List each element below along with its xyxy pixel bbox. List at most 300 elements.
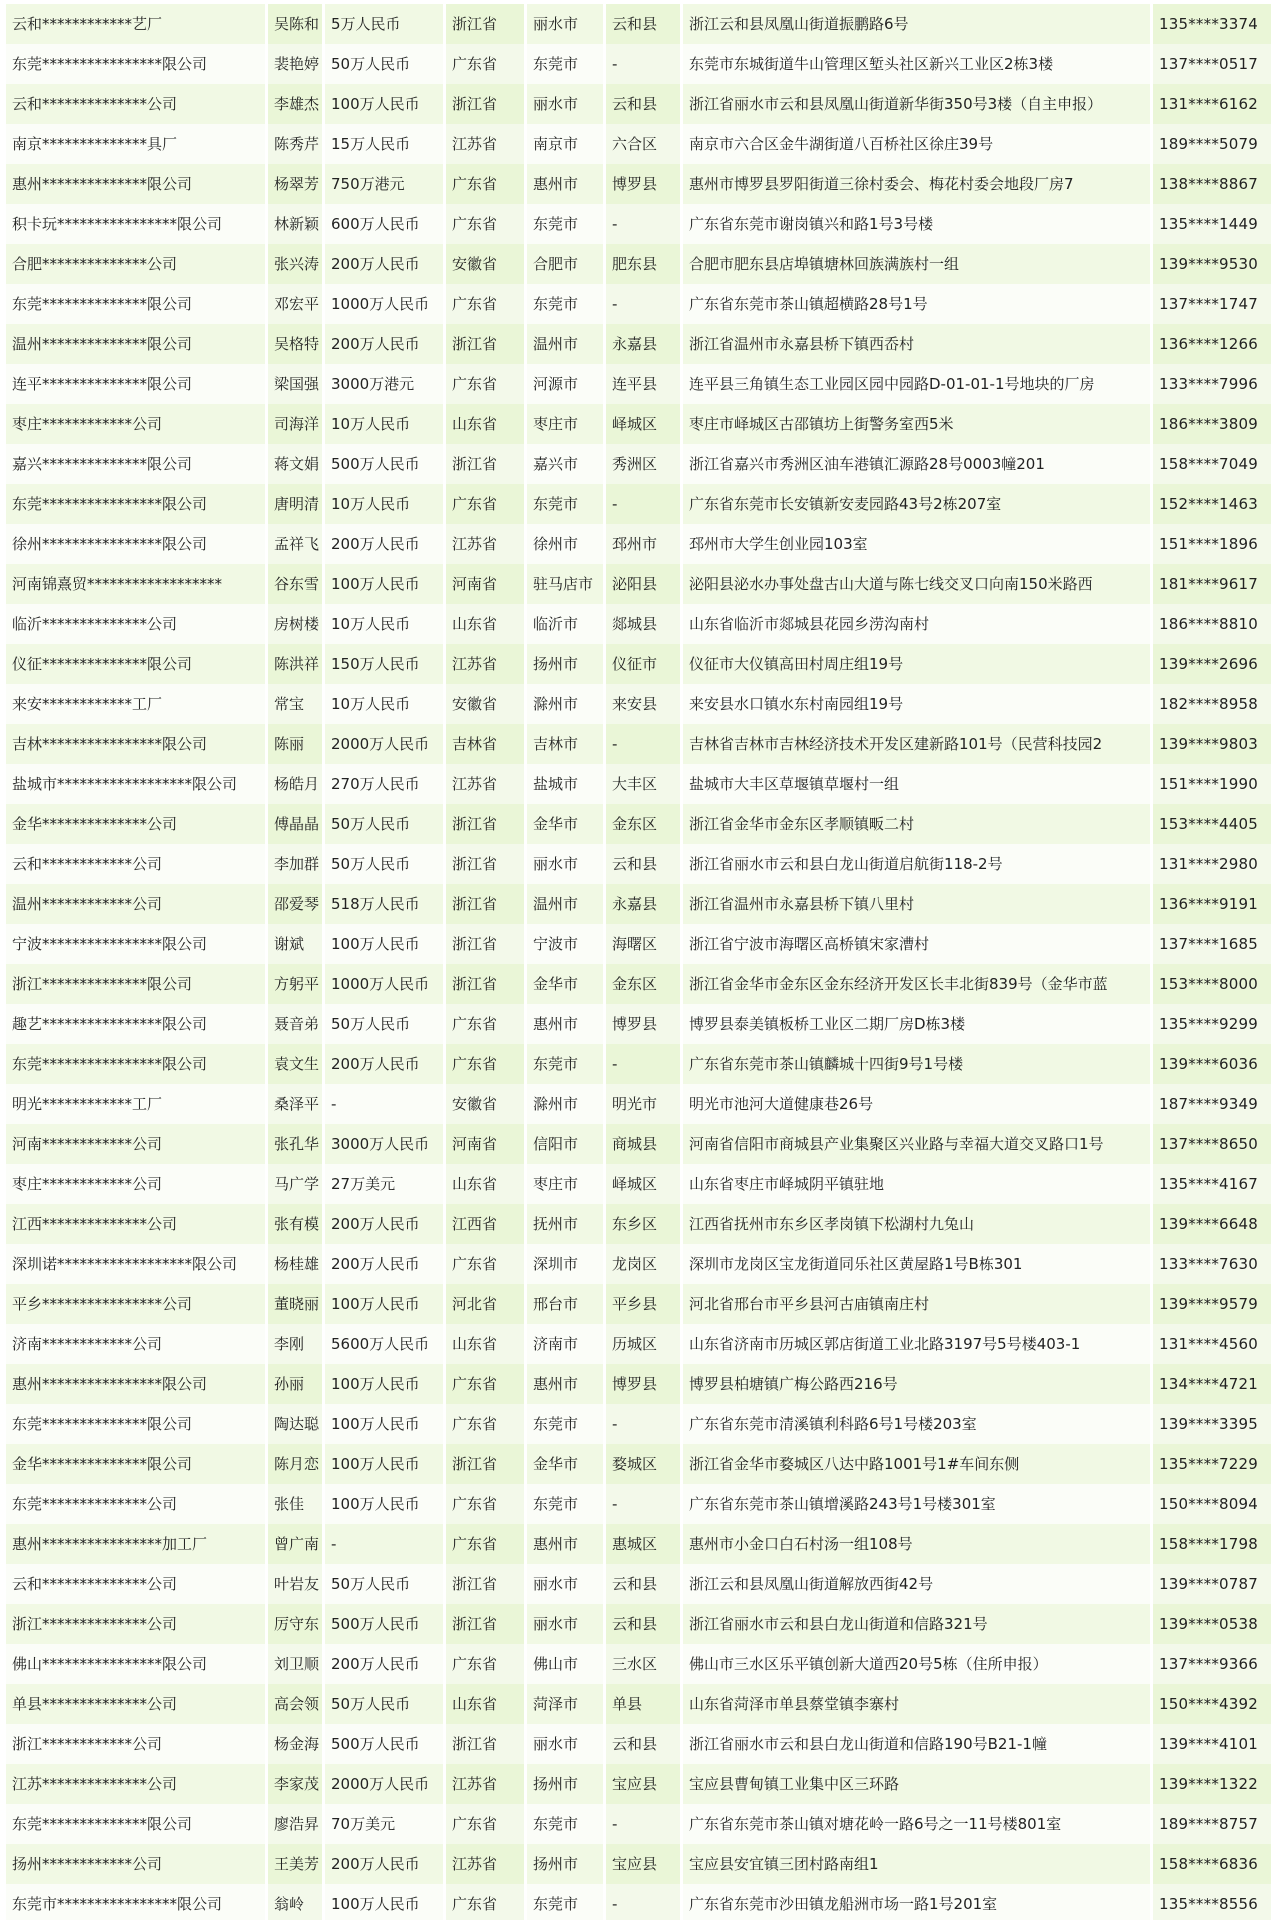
city-cell: 菏泽市 [527,1684,603,1724]
phone-cell: 158****6836 [1153,1844,1271,1884]
district-cell: 来安县 [606,684,680,724]
province-cell: 山东省 [446,1164,524,1204]
province-cell: 山东省 [446,404,524,444]
province-cell: 广东省 [446,1004,524,1044]
phone-cell: 139****4101 [1153,1724,1271,1764]
address-cell: 惠州市小金口白石村汤一组108号 [683,1524,1150,1564]
registered-capital-cell: 10万人民币 [325,404,443,444]
phone-cell: 139****1322 [1153,1764,1271,1804]
table-row [6,1084,1271,1124]
address-cell: 宝应县安宜镇三团村路南组1 [683,1844,1150,1884]
city-cell: 嘉兴市 [527,444,603,484]
legal-person-cell: 林新颖 [268,204,322,244]
phone-cell: 131****2980 [1153,844,1271,884]
province-cell: 广东省 [446,1884,524,1920]
phone-cell: 153****8000 [1153,964,1271,1004]
address-cell: 枣庄市峄城区古邵镇坊上街警务室西5米 [683,404,1150,444]
city-cell: 东莞市 [527,484,603,524]
district-cell: 大丰区 [606,764,680,804]
table-row [6,204,1271,244]
province-cell: 江苏省 [446,124,524,164]
province-cell: 浙江省 [446,884,524,924]
legal-person-cell: 翁岭 [268,1884,322,1920]
district-cell: 龙岗区 [606,1244,680,1284]
legal-person-cell: 杨皓月 [268,764,322,804]
city-cell: 温州市 [527,884,603,924]
table-row [6,484,1271,524]
legal-person-cell: 高会领 [268,1684,322,1724]
province-cell: 浙江省 [446,964,524,1004]
table-row [6,1804,1271,1844]
registered-capital-cell: 200万人民币 [325,1644,443,1684]
phone-cell: 135****7229 [1153,1444,1271,1484]
table-row [6,4,1271,44]
district-cell: - [606,1404,680,1444]
registered-capital-cell: 10万人民币 [325,684,443,724]
phone-cell: 137****0517 [1153,44,1271,84]
address-cell: 浙江省丽水市云和县白龙山街道和信路190号B21-1幢 [683,1724,1150,1764]
address-cell: 浙江省金华市金东区金东经济开发区长丰北街839号（金华市蓝 [683,964,1150,1004]
phone-cell: 187****9349 [1153,1084,1271,1124]
address-cell: 浙江省温州市永嘉县桥下镇西岙村 [683,324,1150,364]
province-cell: 江苏省 [446,1764,524,1804]
legal-person-cell: 袁文生 [268,1044,322,1084]
table-row [6,1764,1271,1804]
company-name-cell: 平乡****************公司 [6,1284,265,1324]
city-cell: 东莞市 [527,1484,603,1524]
company-name-cell: 吉林****************限公司 [6,724,265,764]
company-name-cell: 金华**************限公司 [6,1444,265,1484]
company-name-cell: 浙江************公司 [6,1724,265,1764]
city-cell: 济南市 [527,1324,603,1364]
phone-cell: 135****3374 [1153,4,1271,44]
city-cell: 丽水市 [527,844,603,884]
legal-person-cell: 邓宏平 [268,284,322,324]
registered-capital-cell: 50万人民币 [325,1684,443,1724]
district-cell: 云和县 [606,1564,680,1604]
phone-cell: 135****1449 [1153,204,1271,244]
company-name-cell: 东莞市****************限公司 [6,1884,265,1920]
address-cell: 浙江云和县凤凰山街道解放西街42号 [683,1564,1150,1604]
company-name-cell: 江苏**************公司 [6,1764,265,1804]
province-cell: 河南省 [446,1124,524,1164]
district-cell: 云和县 [606,1604,680,1644]
province-cell: 河南省 [446,564,524,604]
company-name-cell: 河南锦熹贸****************** [6,564,265,604]
address-cell: 佛山市三水区乐平镇创新大道西20号5栋（住所申报） [683,1644,1150,1684]
city-cell: 惠州市 [527,164,603,204]
registered-capital-cell: 270万人民币 [325,764,443,804]
address-cell: 连平县三角镇生态工业园区园中园路D-01-01-1号地块的厂房 [683,364,1150,404]
city-cell: 丽水市 [527,4,603,44]
district-cell: 商城县 [606,1124,680,1164]
province-cell: 安徽省 [446,244,524,284]
address-cell: 邳州市大学生创业园103室 [683,524,1150,564]
legal-person-cell: 李刚 [268,1324,322,1364]
legal-person-cell: 方躬平 [268,964,322,1004]
city-cell: 东莞市 [527,1884,603,1920]
province-cell: 河北省 [446,1284,524,1324]
table-row [6,1884,1271,1920]
company-name-cell: 云和**************公司 [6,1564,265,1604]
registered-capital-cell: 518万人民币 [325,884,443,924]
company-name-cell: 徐州****************限公司 [6,524,265,564]
legal-person-cell: 张有模 [268,1204,322,1244]
province-cell: 广东省 [446,44,524,84]
table-row [6,1604,1271,1644]
legal-person-cell: 厉守东 [268,1604,322,1644]
table-row [6,764,1271,804]
phone-cell: 153****4405 [1153,804,1271,844]
city-cell: 驻马店市 [527,564,603,604]
district-cell: 金东区 [606,964,680,1004]
company-name-cell: 明光************工厂 [6,1084,265,1124]
province-cell: 广东省 [446,1644,524,1684]
table-row [6,364,1271,404]
address-cell: 广东省东莞市茶山镇增溪路243号1号楼301室 [683,1484,1150,1524]
table-row [6,524,1271,564]
phone-cell: 131****6162 [1153,84,1271,124]
table-row [6,244,1271,284]
legal-person-cell: 吴格特 [268,324,322,364]
province-cell: 浙江省 [446,1724,524,1764]
table-row [6,684,1271,724]
district-cell: - [606,1884,680,1920]
legal-person-cell: 杨翠芳 [268,164,322,204]
legal-person-cell: 张佳 [268,1484,322,1524]
address-cell: 广东省东莞市茶山镇超横路28号1号 [683,284,1150,324]
province-cell: 浙江省 [446,844,524,884]
phone-cell: 131****4560 [1153,1324,1271,1364]
registered-capital-cell: 50万人民币 [325,1564,443,1604]
district-cell: 秀洲区 [606,444,680,484]
legal-person-cell: 聂音弟 [268,1004,322,1044]
district-cell: 永嘉县 [606,884,680,924]
legal-person-cell: 陶达聪 [268,1404,322,1444]
phone-cell: 137****1747 [1153,284,1271,324]
table-row [6,1284,1271,1324]
table-row [6,1684,1271,1724]
registered-capital-cell: 3000万人民币 [325,1124,443,1164]
province-cell: 江苏省 [446,764,524,804]
address-cell: 广东省东莞市沙田镇龙船洲市场一路1号201室 [683,1884,1150,1920]
district-cell: - [606,284,680,324]
phone-cell: 137****1685 [1153,924,1271,964]
district-cell: - [606,1804,680,1844]
phone-cell: 158****7049 [1153,444,1271,484]
district-cell: 峄城区 [606,404,680,444]
province-cell: 江西省 [446,1204,524,1244]
table-row [6,1324,1271,1364]
district-cell: 连平县 [606,364,680,404]
address-cell: 合肥市肥东县店埠镇塘林回族满族村一组 [683,244,1150,284]
company-name-cell: 东莞**************限公司 [6,284,265,324]
phone-cell: 136****1266 [1153,324,1271,364]
registered-capital-cell: 10万人民币 [325,604,443,644]
legal-person-cell: 傅晶晶 [268,804,322,844]
province-cell: 广东省 [446,1524,524,1564]
company-name-cell: 趣艺****************限公司 [6,1004,265,1044]
phone-cell: 135****4167 [1153,1164,1271,1204]
table-row [6,284,1271,324]
city-cell: 惠州市 [527,1524,603,1564]
table-row [6,884,1271,924]
company-name-cell: 江西**************公司 [6,1204,265,1244]
city-cell: 盐城市 [527,764,603,804]
district-cell: - [606,44,680,84]
registered-capital-cell: 100万人民币 [325,1444,443,1484]
city-cell: 东莞市 [527,1044,603,1084]
table-row [6,1244,1271,1284]
city-cell: 吉林市 [527,724,603,764]
district-cell: 海曙区 [606,924,680,964]
registered-capital-cell: 100万人民币 [325,564,443,604]
company-name-cell: 积卡玩****************限公司 [6,204,265,244]
address-cell: 南京市六合区金牛湖街道八百桥社区徐庄39号 [683,124,1150,164]
city-cell: 河源市 [527,364,603,404]
province-cell: 江苏省 [446,1844,524,1884]
phone-cell: 182****8958 [1153,684,1271,724]
province-cell: 广东省 [446,1244,524,1284]
district-cell: 邳州市 [606,524,680,564]
legal-person-cell: 李加群 [268,844,322,884]
address-cell: 山东省菏泽市单县蔡堂镇李寨村 [683,1684,1150,1724]
registered-capital-cell: 100万人民币 [325,924,443,964]
table-row [6,1004,1271,1044]
district-cell: 博罗县 [606,1004,680,1044]
legal-person-cell: 吴陈和 [268,4,322,44]
district-cell: 博罗县 [606,1364,680,1404]
legal-person-cell: 梁国强 [268,364,322,404]
city-cell: 扬州市 [527,1844,603,1884]
city-cell: 合肥市 [527,244,603,284]
district-cell: - [606,1044,680,1084]
registered-capital-cell: 200万人民币 [325,1044,443,1084]
district-cell: 宝应县 [606,1764,680,1804]
province-cell: 江苏省 [446,644,524,684]
table-row [6,324,1271,364]
legal-person-cell: 刘卫顺 [268,1644,322,1684]
legal-person-cell: 张孔华 [268,1124,322,1164]
city-cell: 滁州市 [527,1084,603,1124]
province-cell: 广东省 [446,1404,524,1444]
table-row [6,164,1271,204]
registered-capital-cell: 1000万人民币 [325,284,443,324]
address-cell: 浙江省温州市永嘉县桥下镇八里村 [683,884,1150,924]
address-cell: 山东省临沂市郯城县花园乡涝沟南村 [683,604,1150,644]
district-cell: 惠城区 [606,1524,680,1564]
registered-capital-cell: 1000万人民币 [325,964,443,1004]
phone-cell: 134****4721 [1153,1364,1271,1404]
city-cell: 滁州市 [527,684,603,724]
registered-capital-cell: 70万美元 [325,1804,443,1844]
province-cell: 广东省 [446,1484,524,1524]
table-row [6,44,1271,84]
province-cell: 山东省 [446,604,524,644]
legal-person-cell: 陈秀芹 [268,124,322,164]
address-cell: 广东省东莞市茶山镇麟城十四街9号1号楼 [683,1044,1150,1084]
phone-cell: 151****1990 [1153,764,1271,804]
district-cell: 婺城区 [606,1444,680,1484]
table-row [6,964,1271,1004]
phone-cell: 135****8556 [1153,1884,1271,1920]
company-name-cell: 仪征**************限公司 [6,644,265,684]
city-cell: 温州市 [527,324,603,364]
registered-capital-cell: 100万人民币 [325,1284,443,1324]
company-name-cell: 东莞**************限公司 [6,1404,265,1444]
address-cell: 吉林省吉林市吉林经济技术开发区建新路101号（民营科技园2 [683,724,1150,764]
registered-capital-cell: 10万人民币 [325,484,443,524]
legal-person-cell: 邵爱琴 [268,884,322,924]
legal-person-cell: 唐明清 [268,484,322,524]
district-cell: 单县 [606,1684,680,1724]
district-cell: 峄城区 [606,1164,680,1204]
address-cell: 江西省抚州市东乡区孝岗镇下松湖村九兔山 [683,1204,1150,1244]
registered-capital-cell: 2000万人民币 [325,1764,443,1804]
city-cell: 宁波市 [527,924,603,964]
company-name-cell: 南京**************具厂 [6,124,265,164]
company-name-cell: 温州**************限公司 [6,324,265,364]
province-cell: 吉林省 [446,724,524,764]
registered-capital-cell: 50万人民币 [325,44,443,84]
city-cell: 邢台市 [527,1284,603,1324]
province-cell: 浙江省 [446,444,524,484]
legal-person-cell: 王美芳 [268,1844,322,1884]
registered-capital-cell: 50万人民币 [325,804,443,844]
city-cell: 丽水市 [527,84,603,124]
company-name-cell: 佛山****************限公司 [6,1644,265,1684]
table-row [6,1364,1271,1404]
address-cell: 博罗县泰美镇板桥工业区二期厂房D栋3楼 [683,1004,1150,1044]
address-cell: 浙江省宁波市海曙区高桥镇宋家漕村 [683,924,1150,964]
registered-capital-cell: 100万人民币 [325,1364,443,1404]
province-cell: 浙江省 [446,804,524,844]
province-cell: 浙江省 [446,1564,524,1604]
phone-cell: 139****9530 [1153,244,1271,284]
company-name-cell: 枣庄************公司 [6,404,265,444]
legal-person-cell: 陈丽 [268,724,322,764]
table-row [6,564,1271,604]
registered-capital-cell: 50万人民币 [325,844,443,884]
legal-person-cell: 孟祥飞 [268,524,322,564]
province-cell: 广东省 [446,364,524,404]
province-cell: 浙江省 [446,4,524,44]
phone-cell: 139****6036 [1153,1044,1271,1084]
district-cell: 云和县 [606,1724,680,1764]
table-row [6,724,1271,764]
district-cell: 历城区 [606,1324,680,1364]
district-cell: 三水区 [606,1644,680,1684]
phone-cell: 152****1463 [1153,484,1271,524]
company-name-cell: 东莞**************公司 [6,1484,265,1524]
phone-cell: 136****9191 [1153,884,1271,924]
company-name-cell: 浙江**************公司 [6,1604,265,1644]
city-cell: 金华市 [527,1444,603,1484]
province-cell: 浙江省 [446,324,524,364]
registered-capital-cell: 100万人民币 [325,1484,443,1524]
address-cell: 浙江省丽水市云和县凤凰山街道新华街350号3楼（自主申报） [683,84,1150,124]
phone-cell: 139****3395 [1153,1404,1271,1444]
legal-person-cell: 杨金海 [268,1724,322,1764]
records-table [3,4,1274,1920]
province-cell: 浙江省 [446,924,524,964]
table-row [6,1844,1271,1884]
address-cell: 博罗县柏塘镇广梅公路西216号 [683,1364,1150,1404]
legal-person-cell: 曾广南 [268,1524,322,1564]
company-name-cell: 宁波****************限公司 [6,924,265,964]
company-name-cell: 东莞****************限公司 [6,1044,265,1084]
phone-cell: 139****6648 [1153,1204,1271,1244]
table-row [6,924,1271,964]
address-cell: 来安县水口镇水东村南园组19号 [683,684,1150,724]
address-cell: 惠州市博罗县罗阳街道三徐村委会、梅花村委会地段厂房7 [683,164,1150,204]
province-cell: 安徽省 [446,684,524,724]
company-name-cell: 连平**************限公司 [6,364,265,404]
address-cell: 广东省东莞市长安镇新安麦园路43号2栋207室 [683,484,1150,524]
district-cell: 云和县 [606,84,680,124]
table-row [6,844,1271,884]
province-cell: 浙江省 [446,1444,524,1484]
phone-cell: 138****8867 [1153,164,1271,204]
phone-cell: 139****0787 [1153,1564,1271,1604]
table-row [6,1724,1271,1764]
table-row [6,1524,1271,1564]
registered-capital-cell: 27万美元 [325,1164,443,1204]
company-name-cell: 温州************公司 [6,884,265,924]
company-name-cell: 济南************公司 [6,1324,265,1364]
phone-cell: 150****4392 [1153,1684,1271,1724]
table-row [6,444,1271,484]
legal-person-cell: 陈洪祥 [268,644,322,684]
registered-capital-cell: 3000万港元 [325,364,443,404]
registered-capital-cell: 200万人民币 [325,524,443,564]
company-name-cell: 合肥**************公司 [6,244,265,284]
district-cell: - [606,1484,680,1524]
address-cell: 山东省济南市历城区郭店街道工业北路3197号5号楼403-1 [683,1324,1150,1364]
address-cell: 广东省东莞市茶山镇对塘花岭一路6号之一11号楼801室 [683,1804,1150,1844]
legal-person-cell: 孙丽 [268,1364,322,1404]
registered-capital-cell: 100万人民币 [325,1884,443,1920]
table-row [6,644,1271,684]
company-name-cell: 扬州************公司 [6,1844,265,1884]
company-name-cell: 惠州****************限公司 [6,1364,265,1404]
legal-person-cell: 廖浩昇 [268,1804,322,1844]
registered-capital-cell: 600万人民币 [325,204,443,244]
city-cell: 信阳市 [527,1124,603,1164]
address-cell: 宝应县曹甸镇工业集中区三环路 [683,1764,1150,1804]
registered-capital-cell: - [325,1524,443,1564]
city-cell: 丽水市 [527,1604,603,1644]
table-row [6,124,1271,164]
district-cell: 永嘉县 [606,324,680,364]
province-cell: 广东省 [446,204,524,244]
registered-capital-cell: 5600万人民币 [325,1324,443,1364]
city-cell: 金华市 [527,964,603,1004]
address-cell: 河南省信阳市商城县产业集聚区兴业路与幸福大道交叉路口1号 [683,1124,1150,1164]
phone-cell: 139****9579 [1153,1284,1271,1324]
registered-capital-cell: 100万人民币 [325,84,443,124]
city-cell: 抚州市 [527,1204,603,1244]
city-cell: 东莞市 [527,284,603,324]
company-name-cell: 云和**************公司 [6,84,265,124]
address-cell: 广东省东莞市清溪镇利科路6号1号楼203室 [683,1404,1150,1444]
phone-cell: 133****7996 [1153,364,1271,404]
province-cell: 山东省 [446,1684,524,1724]
district-cell: 泌阳县 [606,564,680,604]
registered-capital-cell: 500万人民币 [325,444,443,484]
district-cell: 宝应县 [606,1844,680,1884]
company-name-cell: 云和************艺厂 [6,4,265,44]
